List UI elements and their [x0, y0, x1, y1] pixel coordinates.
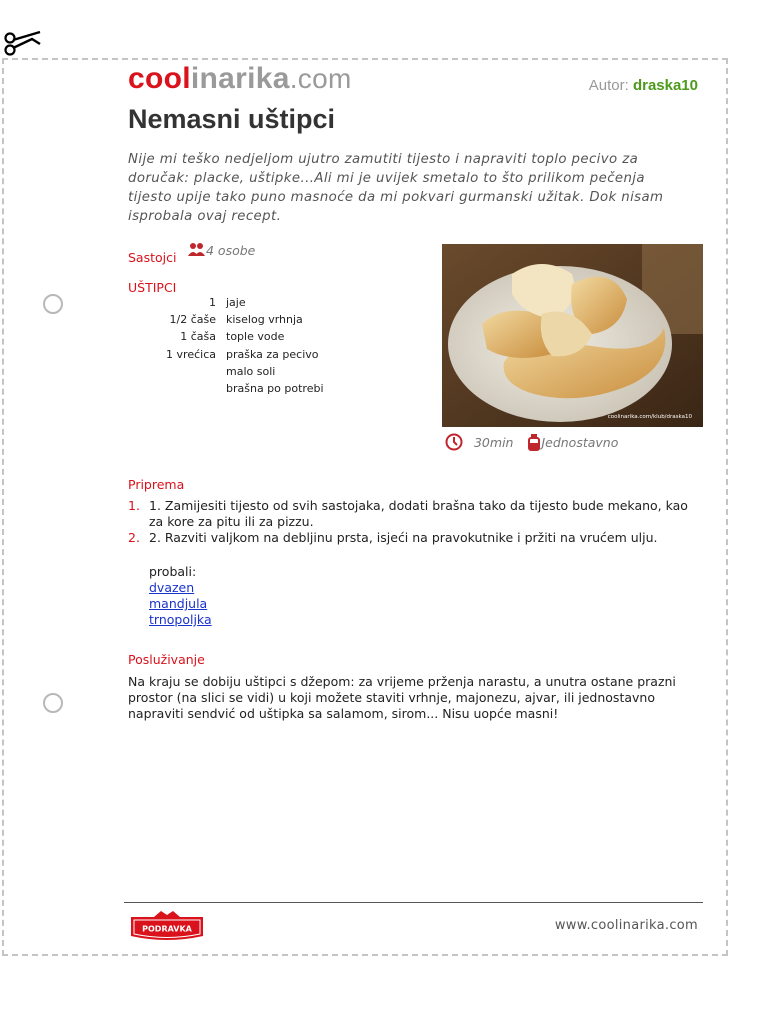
author-name[interactable]: draska10	[632, 77, 698, 94]
podravka-wordmark: PODRAVKA	[142, 924, 192, 934]
clock-icon	[444, 432, 464, 452]
ingredient-row	[128, 348, 324, 365]
website-url[interactable]: www.coolinarika.com	[554, 918, 698, 933]
tried-user-link[interactable]: trnopoljka	[149, 612, 212, 627]
preparation-steps	[128, 498, 698, 546]
step-number: 2.	[128, 530, 140, 545]
people-icon	[188, 242, 206, 257]
step-number: 1.	[128, 498, 140, 513]
ingredient-qty: 1/2 čaše	[169, 313, 216, 327]
tried-user-link[interactable]: mandjula	[149, 596, 208, 611]
logo-part-cool: cool	[128, 62, 191, 95]
difficulty-jar-icon	[527, 432, 541, 452]
ingredient-qty: 1 čaša	[180, 330, 216, 344]
preparation-heading: Priprema	[128, 477, 185, 492]
logo-part-inarika: inarika	[190, 62, 290, 95]
tried-by	[149, 564, 212, 628]
logo-part-domain: .com	[289, 63, 352, 94]
step-item	[128, 498, 698, 530]
scissors-icon	[2, 24, 42, 60]
difficulty: Jednostavno	[541, 435, 619, 450]
ingredient-name: kiselog vrhnja	[226, 313, 303, 327]
coolinarika-logo[interactable]	[128, 62, 352, 96]
step-text: 2. Razviti valjkom na debljinu prsta, isjeći na pravokutnike i pržiti na vrućem ulju.	[149, 530, 658, 545]
step-item	[128, 530, 698, 546]
ingredient-row	[128, 365, 324, 382]
ingredient-name: malo soli	[226, 364, 276, 378]
prep-time: 30min	[473, 435, 514, 450]
punch-hole-icon	[43, 294, 63, 314]
step-text: 1. Zamijesiti tijesto od svih sastojaka, dodati brašna tako da tijesto bude mekano, kao za kore za pitu ili za pizzu.	[149, 498, 688, 529]
servings	[188, 242, 255, 258]
recipe-intro: Nije mi teško nedjeljom ujutro zamutiti tijesto i napraviti toplo pecivo za doručak: placke, uštipke...Ali mi je uvijek smetalo to što prilikom pečenja tijesto upije tako puno masnoće da mi pokvari gurmanski užitak. Dok nisam isprobala ovaj recept.	[128, 152, 664, 224]
ingredient-qty: 1	[209, 296, 216, 309]
ingredient-group-heading: UŠTIPCI	[128, 280, 177, 295]
ingredients-heading: Sastojci	[128, 250, 177, 265]
ingredient-row	[128, 313, 324, 330]
author-line	[589, 77, 698, 94]
photo-caption: coolinarika.com/klub/draska10	[607, 414, 692, 420]
punch-hole-icon	[43, 693, 63, 713]
ingredient-qty	[128, 382, 226, 399]
ingredient-name: jaje	[226, 296, 246, 309]
podravka-logo[interactable]	[128, 908, 206, 942]
serving-heading: Posluživanje	[128, 652, 205, 667]
ingredient-qty: 1 vrećica	[166, 347, 216, 361]
recipe-meta	[444, 432, 618, 452]
ingredient-name: praška za pecivo	[226, 347, 319, 361]
ingredient-row	[128, 330, 324, 347]
footer-divider	[124, 902, 703, 903]
serving-text: Na kraju se dobiju uštipci s džepom: za vrijeme prženja narastu, a unutra ostane prazni prostor (na slici se vidi) u koji možete staviti vrhnje, majonezu, ajvar, ili jednostavno napraviti sendvić od uštipka sa salamom, sirom... Nisu uopće masni!	[128, 674, 676, 721]
recipe-photo	[442, 244, 703, 427]
tried-user-link[interactable]: dvazen	[149, 580, 195, 595]
ingredient-name: brašna po potrebi	[226, 381, 324, 395]
ingredient-row	[128, 296, 324, 313]
ingredient-name: tople vode	[226, 330, 285, 344]
ingredient-qty	[128, 365, 226, 382]
ingredient-row	[128, 382, 324, 399]
servings-value: 4 osobe	[206, 243, 256, 258]
recipe-title: Nemasni uštipci	[128, 104, 336, 134]
ingredients-table	[128, 296, 324, 399]
author-label: Autor:	[588, 77, 629, 94]
tried-label: probali:	[149, 564, 197, 579]
